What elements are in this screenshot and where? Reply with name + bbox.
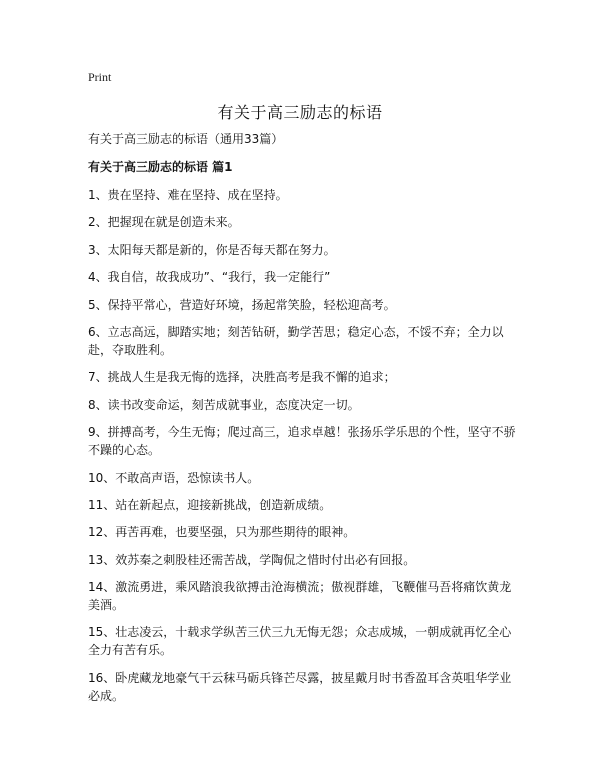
list-item: 12、再苦再难，也要坚强，只为那些期待的眼神。: [88, 525, 356, 540]
document-body: [88, 130, 520, 714]
list-item: 1、贵在坚持、难在坚持、成在坚持。: [88, 188, 288, 202]
list-item: 15、壮志凌云，十载求学纵苦三伏三九无悔无怨；众志成城，一朝成就再忆全心全力有苦有乐。: [88, 625, 512, 658]
list-item: 2、把握现在就是创造未来。: [88, 215, 240, 230]
section-heading: 有关于高三励志的标语 篇1: [88, 160, 233, 174]
list-item: 3、太阳每天都是新的，你是否每天都在努力。: [88, 242, 336, 257]
list-item: 13、效苏秦之刺股桂还需苦战，学陶侃之惜时付出必有回报。: [88, 552, 416, 567]
document-subtitle: 有关于高三励志的标语（通用33篇）: [88, 132, 284, 146]
list-item: 5、保持平常心，营造好环境，扬起常笑脸，轻松迎高考。: [88, 297, 396, 312]
list-item: 16、卧虎藏龙地豪气干云秣马砺兵锋芒尽露，披星戴月时书香盈耳含英咀华学业必成。: [88, 670, 512, 703]
list-item: 10、不敢高声语，恐惊读书人。: [88, 470, 260, 485]
list-item: 9、拼搏高考，今生无悔；爬过高三，追求卓越！张扬乐学乐思的个性，坚守不骄不躁的心态。: [88, 425, 516, 458]
list-item: 6、立志高远，脚踏实地；刻苦钻研，勤学苦思；稳定心态，不馁不弃；全力以赴，夺取胜利。: [88, 324, 504, 357]
list-item: 14、激流勇进，乘风踏浪我欲搏击沧海横流；傲视群雄，飞鞭催马吾将痛饮黄龙美酒。: [88, 580, 512, 613]
slogan-list: [88, 186, 520, 705]
list-item: 8、读书改变命运，刻苦成就事业，态度决定一切。: [88, 397, 360, 412]
print-label: Print: [88, 70, 112, 84]
page-title: 有关于高三励志的标语: [217, 103, 383, 122]
list-item: 4、我自信，故我成功”、“我行，我一定能行”: [88, 270, 331, 285]
list-item: 7、挑战人生是我无悔的选择，决胜高考是我不懈的追求；: [88, 370, 396, 385]
list-item: 11、站在新起点，迎接新挑战，创造新成绩。: [88, 497, 332, 512]
